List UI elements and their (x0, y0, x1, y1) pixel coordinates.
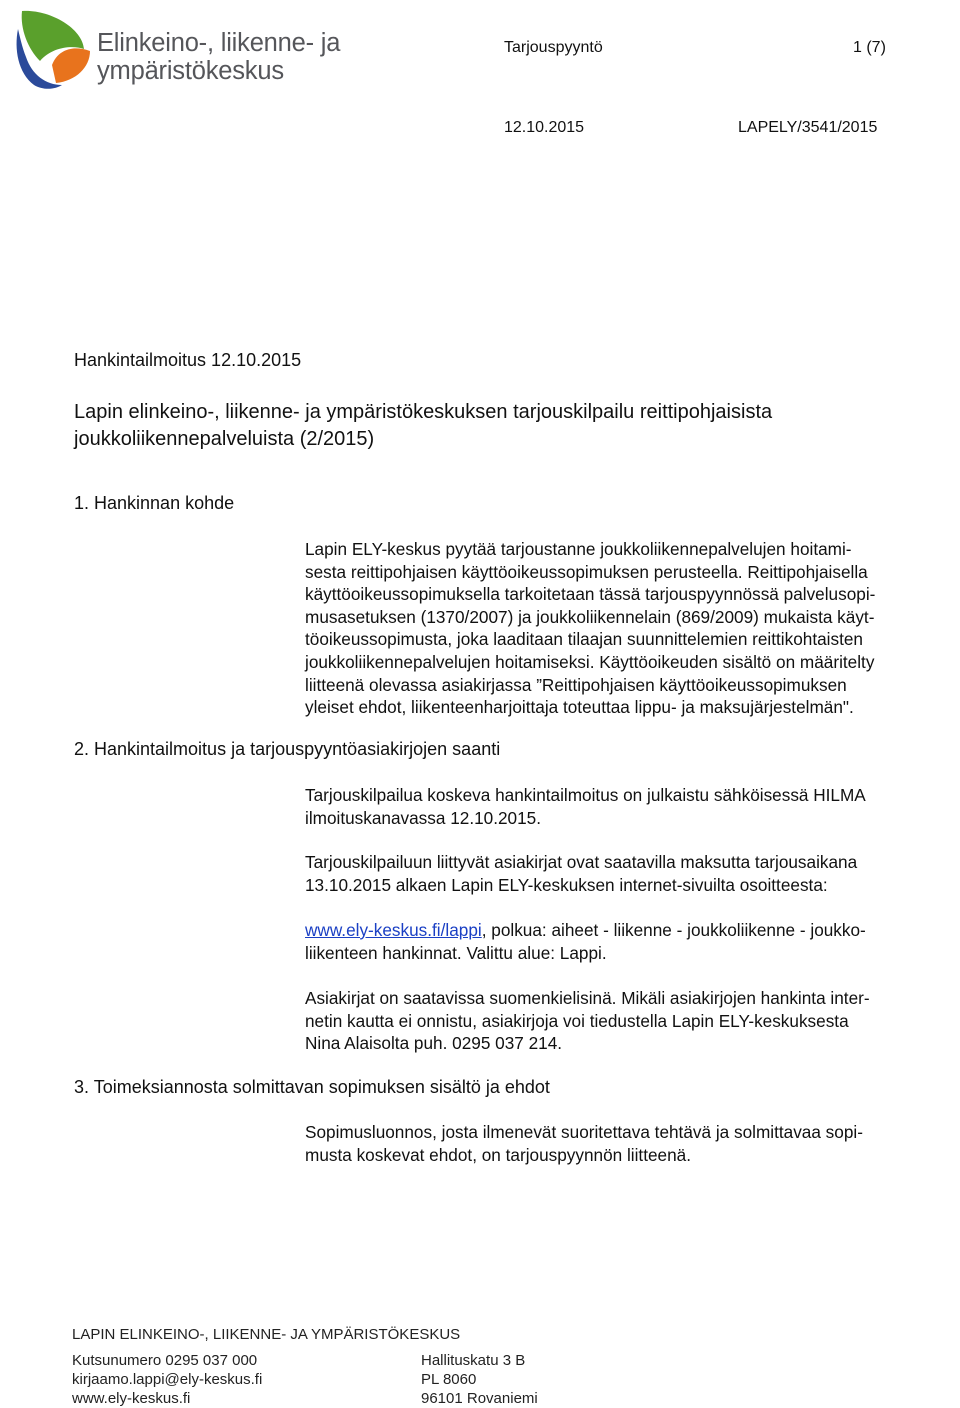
ely-lappi-link[interactable]: www.ely-keskus.fi/lappi (305, 920, 482, 940)
section-1-line: sesta reittipohjaisen käyttöoikeussopimuksen perusteella. Reittipohjaisella (305, 561, 868, 582)
section-3-body (305, 1121, 955, 1166)
section-2-line: 13.10.2015 alkaen Lapin ELY-keskuksen internet-sivuilta osoitteesta: (305, 874, 828, 895)
section-2-line: netin kautta ei onnistu, asiakirjoja voi tiedustella Lapin ELY-keskuksesta (305, 1010, 849, 1031)
section-2-line: Nina Alaisolta puh. 0295 037 214. (305, 1033, 563, 1054)
notice-line: Hankintailmoitus 12.10.2015 (74, 350, 302, 370)
footer-email[interactable]: kirjaamo.lappi@ely-keskus.fi (72, 1371, 263, 1388)
ely-logo-icon (12, 5, 92, 93)
footer-street: Hallituskatu 3 B (421, 1352, 526, 1369)
footer-phone: Kutsunumero 0295 037 000 (72, 1352, 258, 1369)
section-1-heading: 1. Hankinnan kohde (74, 493, 235, 513)
section-1-line: joukkoliikennepalvelujen hoitamiseksi. Käyttöoikeuden sisältö on määritelty (305, 651, 875, 672)
section-2-path-text: , polkua: aiheet - liikenne - joukkoliikenne - joukko- (481, 920, 866, 940)
section-1-line: liitteenä olevassa asiakirjassa ”Reittipohjaisen käyttöoikeussopimuksen (305, 674, 847, 695)
section-2-line: Tarjouskilpailuun liittyvät asiakirjat ovat saatavilla maksutta tarjousaikana (305, 852, 858, 872)
section-1-line: töoikeussopimusta, joka laaditaan tilaajan suunnittelemien reittikohtaisten (305, 629, 863, 650)
section-2-para-3 (305, 919, 955, 964)
footer-org: LAPIN ELINKEINO-, LIIKENNE- JA YMPÄRISTÖKESKUS (72, 1326, 461, 1343)
title-line2: joukkoliikennepalveluista (2/2015) (74, 428, 375, 450)
section-2-para-2 (305, 851, 955, 896)
doc-type: Tarjouspyyntö (504, 39, 603, 56)
logo-text-line2: ympäristökeskus (97, 57, 284, 85)
footer-pobox: PL 8060 (421, 1371, 477, 1388)
section-2-line: liikenteen hankinnat. Valittu alue: Lappi. (305, 942, 607, 963)
section-3-line: musta koskevat ehdot, on tarjouspyynnön liitteenä. (305, 1144, 691, 1165)
footer-city: 96101 Rovaniemi (421, 1390, 538, 1407)
page-number: 1 (7) (853, 39, 886, 56)
section-2-heading: 2. Hankintailmoitus ja tarjouspyyntöasiakirjojen saanti (74, 739, 501, 759)
section-2-link-line (305, 919, 955, 942)
section-1-line: yleiset ehdot, liikenteenharjoittaja toteuttaa lippu- ja maksujärjestelmän". (305, 697, 854, 718)
section-3-heading: 3. Toimeksiannosta solmittavan sopimuksen sisältö ja ehdot (74, 1077, 550, 1097)
section-1-line: Lapin ELY-keskus pyytää tarjoustanne joukkoliikennepalvelujen hoitami- (305, 539, 852, 559)
logo-text-line1: Elinkeino-, liikenne- ja (97, 29, 341, 57)
section-3-line: Sopimusluonnos, josta ilmenevät suoritettava tehtävä ja solmittavaa sopi- (305, 1122, 863, 1142)
doc-reference: LAPELY/3541/2015 (738, 119, 878, 136)
section-2-para-1 (305, 784, 955, 829)
section-2-line: Asiakirjat on saatavissa suomenkielisinä. Mikäli asiakirjojen hankinta inter- (305, 988, 870, 1008)
section-1-line: käyttöoikeussopimuksella tarkoitetaan tässä tarjouspyynnössä palvelusopi- (305, 584, 876, 605)
footer-web[interactable]: www.ely-keskus.fi (72, 1390, 191, 1407)
section-1-body (305, 538, 955, 719)
section-2-line: ilmoituskanavassa 12.10.2015. (305, 807, 542, 828)
section-2-para-4 (305, 987, 955, 1055)
doc-date: 12.10.2015 (504, 119, 585, 136)
section-2-line: Tarjouskilpailua koskeva hankintailmoitus on julkaistu sähköisessä HILMA (305, 785, 866, 805)
title-line1: Lapin elinkeino-, liikenne- ja ympäristökeskuksen tarjouskilpailu reittipohjaisista (74, 401, 773, 423)
section-1-line: musasetuksen (1370/2007) ja joukkoliikennelain (869/2009) mukaista käyt- (305, 606, 875, 627)
